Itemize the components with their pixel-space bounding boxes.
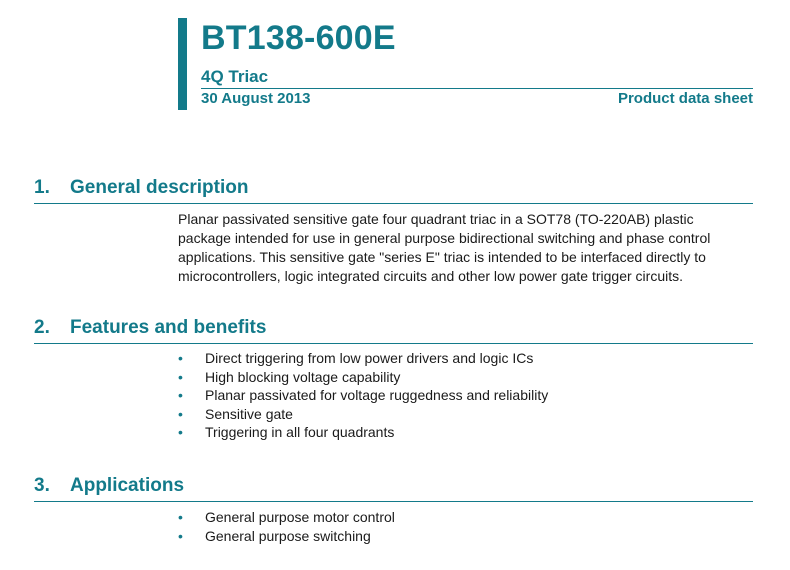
section-divider [34,343,753,344]
header-accent-bar [178,18,187,110]
list-item [178,405,548,424]
list-item [178,349,548,368]
section-number: 1. [34,177,50,198]
list-item [178,527,395,546]
list-item-text: Sensitive gate [205,405,293,422]
paragraph-line: microcontrollers, logic integrated circuits and other low power gate trigger circuits. [178,268,683,284]
header-divider [201,88,753,89]
section-heading-applications [34,475,184,497]
list-item-text: Triggering in all four quadrants [205,424,395,440]
applications-list [178,508,395,545]
section-heading-features-and-benefits [34,317,266,339]
bullet-icon: • [178,509,183,525]
list-item-text: General purpose motor control [205,509,395,525]
list-item-text: Planar passivated for voltage ruggedness and reliability [205,387,549,403]
paragraph-line: package intended for use in general purpose bidirectional switching and phase control [178,230,711,246]
paragraph-line: Planar passivated sensitive gate four quadrant triac in a SOT78 (TO-220AB) plastic [178,211,694,227]
list-item-text: High blocking voltage capability [205,368,401,385]
section-number: 3. [34,475,50,496]
document-title: BT138-600E [201,19,396,57]
section-title: Applications [70,475,185,496]
list-item-text: Direct triggering from low power drivers and logic ICs [205,350,534,366]
bullet-icon: • [178,405,183,422]
document-date: 30 August 2013 [201,90,311,107]
section-title: Features and benefits [70,317,267,338]
list-item [178,423,548,442]
bullet-icon: • [178,368,183,385]
section-divider [34,501,753,502]
section-heading-general-description [34,177,248,199]
bullet-icon: • [178,387,183,403]
list-item [178,386,548,405]
bullet-icon: • [178,350,183,366]
section-number: 2. [34,317,50,338]
list-item-text: General purpose switching [205,527,371,544]
bullet-icon: • [178,527,183,544]
list-item [178,368,548,387]
document-type: Product data sheet [617,90,753,107]
section-title: General description [70,177,249,198]
general-description-paragraph [178,210,748,286]
section-divider [34,203,753,204]
document-subtitle: 4Q Triac [201,67,269,86]
paragraph-line: applications. This sensitive gate "series E" triac is intended to be interfaced directly to [178,249,706,265]
list-item [178,508,395,527]
features-list [178,349,548,442]
bullet-icon: • [178,424,183,440]
